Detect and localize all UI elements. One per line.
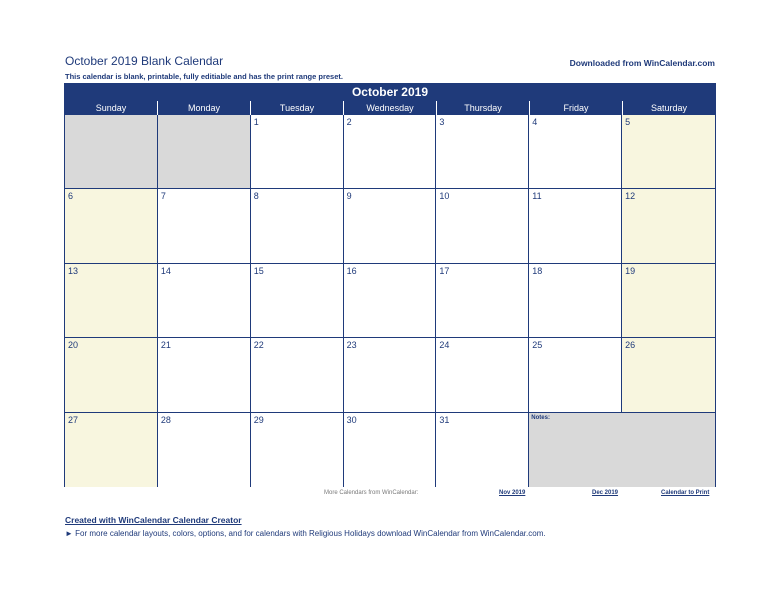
day-number: 3 — [439, 117, 445, 127]
day-number: 18 — [532, 265, 543, 276]
day-number: 25 — [532, 340, 543, 351]
more-calendars-text: More Calendars from WinCalendar: — [324, 490, 419, 496]
day-cell[interactable] — [344, 189, 437, 263]
day-number: 10 — [439, 191, 450, 202]
nov-2019-link[interactable]: Nov 2019 — [499, 490, 526, 496]
day-number: 6 — [68, 191, 74, 202]
day-cell[interactable] — [65, 338, 158, 412]
day-cell[interactable] — [529, 115, 622, 189]
day-number: 28 — [160, 414, 171, 425]
day-cell[interactable] — [344, 413, 437, 487]
calendar-to-print-link[interactable]: Calendar to Print — [661, 490, 710, 496]
day-number: 4 — [532, 117, 538, 127]
day-cell[interactable] — [529, 189, 622, 263]
day-number: 5 — [625, 117, 631, 127]
day-number: 22 — [253, 340, 264, 351]
day-cell[interactable] — [436, 115, 529, 189]
day-cell[interactable] — [344, 264, 437, 338]
day-number: 26 — [625, 340, 636, 351]
day-number: 1 — [253, 117, 259, 127]
day-cell[interactable] — [65, 264, 158, 338]
day-cell[interactable] — [158, 264, 251, 338]
day-cell-empty — [158, 115, 251, 189]
day-number: 24 — [439, 340, 450, 351]
day-number: 13 — [68, 265, 79, 276]
day-cell[interactable] — [622, 264, 715, 338]
info-text: ► For more calendar layouts, colors, options, and for calendars with Religious Holidays download WinCalendar from WinCalendar.com. — [65, 529, 546, 538]
weekday-tuesday: Tuesday — [251, 101, 344, 115]
calendar-grid — [65, 115, 715, 487]
day-cell[interactable] — [529, 338, 622, 412]
day-number: 19 — [625, 265, 636, 276]
weekday-saturday: Saturday — [650, 103, 688, 113]
day-number: 20 — [68, 340, 79, 351]
day-number: 11 — [532, 191, 542, 202]
day-cell[interactable] — [436, 189, 529, 263]
weekday-wednesday: Wednesday — [344, 101, 437, 115]
day-cell[interactable] — [158, 189, 251, 263]
day-cell[interactable] — [344, 115, 437, 189]
day-number: 15 — [253, 265, 264, 276]
day-cell[interactable] — [158, 338, 251, 412]
day-number: 7 — [160, 191, 166, 202]
day-number: 30 — [346, 414, 357, 425]
day-cell[interactable] — [622, 338, 715, 412]
day-number: 9 — [346, 191, 352, 202]
day-number: 16 — [346, 265, 357, 276]
day-cell[interactable] — [251, 413, 344, 487]
day-cell[interactable] — [251, 115, 344, 189]
created-with-link[interactable]: Created with WinCalendar Calendar Creator — [65, 515, 242, 525]
day-cell[interactable] — [65, 189, 158, 263]
weekday-sunday: Sunday — [65, 101, 158, 115]
day-cell-empty — [65, 115, 158, 189]
weekday-friday: Friday — [530, 101, 623, 115]
day-cell[interactable] — [251, 264, 344, 338]
day-number: 2 — [346, 117, 352, 127]
day-cell[interactable] — [529, 264, 622, 338]
day-cell[interactable] — [436, 413, 529, 487]
page-title: October 2019 Blank Calendar — [65, 54, 224, 68]
day-cell[interactable] — [251, 189, 344, 263]
day-number: 27 — [68, 414, 79, 425]
day-number: 17 — [439, 265, 450, 276]
weekday-header-row — [65, 101, 715, 115]
day-number: 8 — [253, 191, 259, 202]
weekday-thursday: Thursday — [437, 101, 530, 115]
calendar — [64, 83, 716, 487]
day-cell[interactable] — [622, 115, 715, 189]
day-cell[interactable] — [65, 413, 158, 487]
dec-2019-link[interactable]: Dec 2019 — [592, 490, 619, 496]
day-number: 31 — [439, 414, 450, 425]
day-number: 14 — [160, 265, 171, 276]
weekday-monday: Monday — [158, 101, 251, 115]
day-cell[interactable] — [436, 338, 529, 412]
day-number: 29 — [253, 414, 264, 425]
day-number: 12 — [625, 191, 636, 202]
day-cell[interactable] — [344, 338, 437, 412]
day-cell[interactable] — [251, 338, 344, 412]
downloaded-from-link[interactable]: Downloaded from WinCalendar.com — [569, 58, 715, 68]
day-cell[interactable] — [622, 189, 715, 263]
notes-area[interactable] — [529, 413, 715, 487]
month-title: October 2019 — [65, 84, 715, 101]
day-number: 21 — [160, 340, 171, 351]
day-number: 23 — [346, 340, 357, 351]
page-subtitle: This calendar is blank, printable, fully editiable and has the print range preset. — [65, 72, 343, 81]
day-cell[interactable] — [158, 413, 251, 487]
notes-label: Notes: — [531, 414, 550, 421]
day-cell[interactable] — [436, 264, 529, 338]
